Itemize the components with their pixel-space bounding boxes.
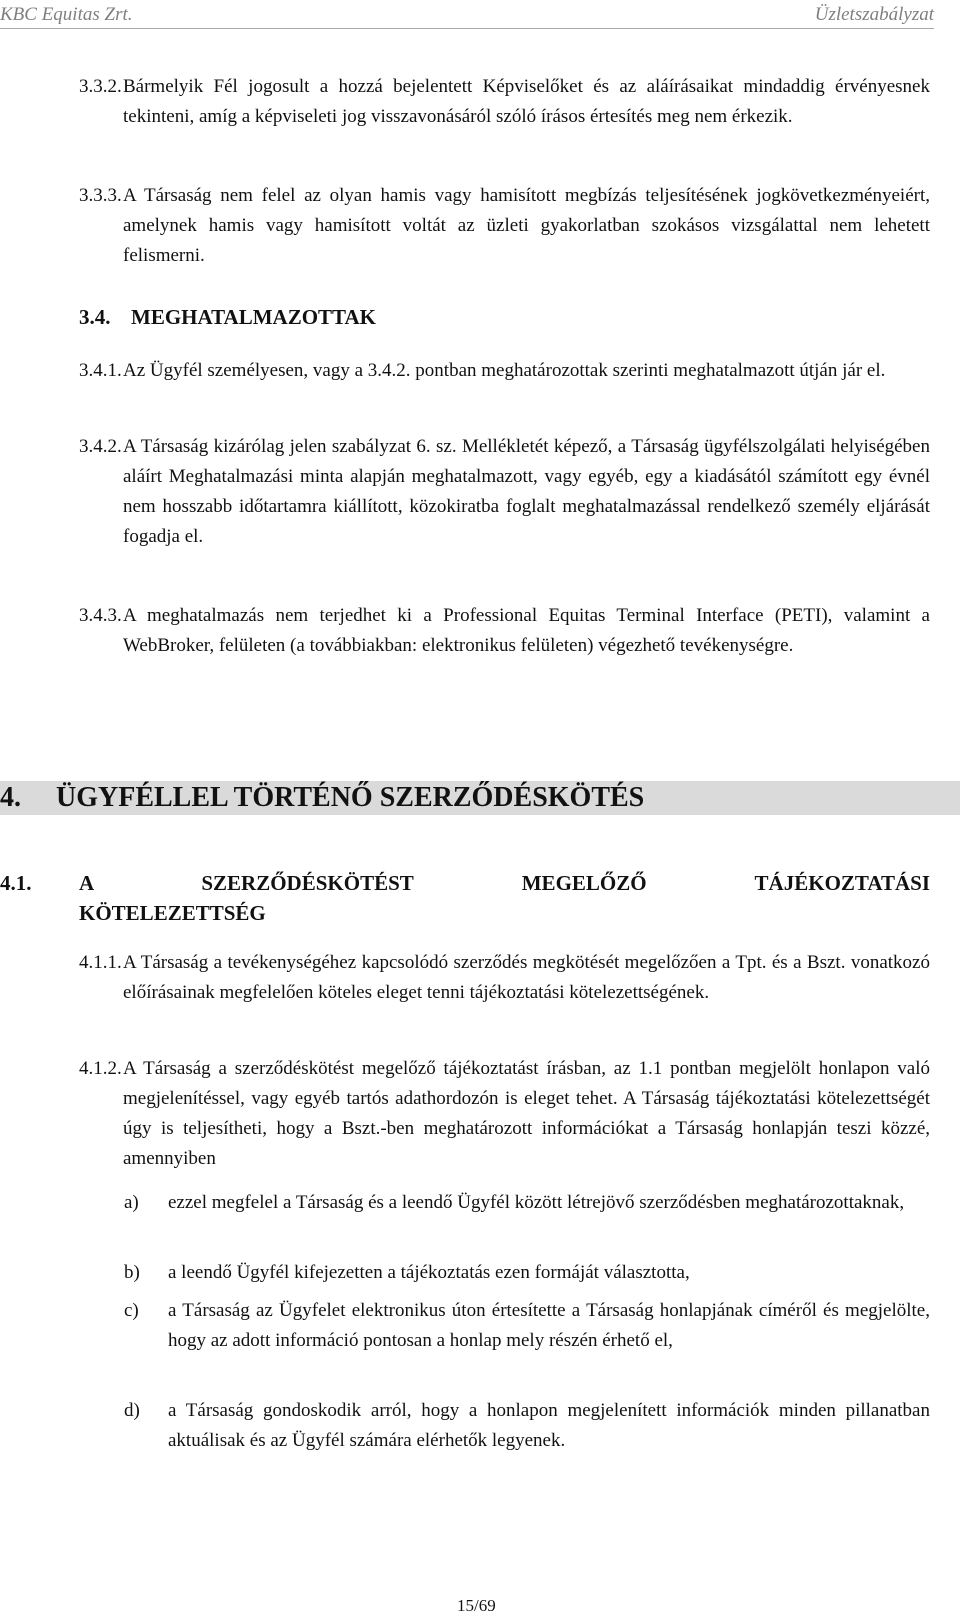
list-item-text: a leendő Ügyfél kifejezetten a tájékoztatás ezen formáját választotta, xyxy=(168,1262,690,1283)
paragraph-3-4-3 xyxy=(79,601,930,661)
section-title-line-1: A SZERZŐDÉSKÖTÉST MEGELŐZŐ TÁJÉKOZTATÁSI xyxy=(79,871,930,895)
chapter-number: 4. xyxy=(0,782,21,813)
list-item-text: a Társaság az Ügyfelet elektronikus úton értesítette a Társaság honlapjának címéről és megjelölte, hogy az adott információ pontosan a honlap mely részén érhető el, xyxy=(168,1300,930,1351)
section-number: 4.1. xyxy=(0,871,32,895)
list-item-label: b) xyxy=(124,1262,140,1283)
paragraph-number: 4.1.2. xyxy=(79,1058,122,1079)
paragraph-4-1-2 xyxy=(79,1054,930,1174)
chapter-title: ÜGYFÉLLEL TÖRTÉNŐ SZERZŐDÉSKÖTÉS xyxy=(56,782,645,813)
section-title-line-2: KÖTELEZETTSÉG xyxy=(79,901,266,925)
section-heading-3-4 xyxy=(79,305,377,330)
list-item-text: ezzel megfelel a Társaság és a leendő Ügyfél között létrejövő szerződésben meghatározottaknak, xyxy=(168,1192,905,1213)
paragraph-number: 3.3.3. xyxy=(79,185,122,206)
paragraph-text: Az Ügyfél személyesen, vagy a 3.4.2. pontban meghatározottak szerinti meghatalmazott útján jár el. xyxy=(123,360,886,381)
paragraph-number: 3.4.3. xyxy=(79,605,122,626)
page-number: 15/69 xyxy=(457,1596,496,1615)
paragraph-3-4-1 xyxy=(79,356,930,386)
paragraph-number: 4.1.1. xyxy=(79,952,122,973)
paragraph-number: 3.4.1. xyxy=(79,360,122,381)
header-divider xyxy=(0,28,934,29)
paragraph-number: 3.4.2. xyxy=(79,436,122,457)
header-company: KBC Equitas Zrt. xyxy=(0,4,133,25)
paragraph-3-3-2 xyxy=(79,72,930,132)
section-title: MEGHATALMAZOTTAK xyxy=(131,305,377,329)
paragraph-3-4-2 xyxy=(79,432,930,552)
paragraph-text: A Társaság nem felel az olyan hamis vagy hamisított megbízás teljesítésének jogkövetkezményeiért, amelynek hamis vagy hamisított voltát az üzleti gyakorlatban szokásos vizsgálattal nem lehetett felismerni. xyxy=(123,185,930,266)
paragraph-text: A Társaság a tevékenységéhez kapcsolódó szerződés megkötését megelőzően a Tpt. és a Bszt. vonatkozó előírásainak megfelelően köteles eleget tenni tájékoztatási kötelezettségének. xyxy=(123,952,930,1003)
list-item-label: a) xyxy=(124,1192,139,1213)
paragraph-text: A meghatalmazás nem terjedhet ki a Professional Equitas Terminal Interface (PETI), valamint a WebBroker, felületen (a továbbiakban: elektronikus felületen) végezhető tevékenységre. xyxy=(123,605,930,656)
list-item xyxy=(124,1258,930,1288)
paragraph-text: A Társaság kizárólag jelen szabályzat 6. sz. Mellékletét képező, a Társaság ügyfélszolgálati helyiségében aláírt Meghatalmazási minta alapján meghatalmazott, vagy egyéb, egy a kiadásától számított egy évnél nem hosszabb időtartamra kiállított, közokiratba foglalt meghatalmazással rendelkező személy eljárását fogadja el. xyxy=(123,436,930,547)
paragraph-number: 3.3.2. xyxy=(79,76,122,97)
list-item-label: c) xyxy=(124,1300,139,1321)
list-item-label: d) xyxy=(124,1400,140,1421)
paragraph-3-3-3 xyxy=(79,181,930,271)
list-item xyxy=(124,1188,930,1218)
section-heading-4-1 xyxy=(0,868,930,928)
list-item xyxy=(124,1396,930,1456)
section-number: 3.4. xyxy=(79,305,111,329)
paragraph-4-1-1 xyxy=(79,948,930,1008)
list-item-text: a Társaság gondoskodik arról, hogy a honlapon megjelenített információk minden pillanatban aktuálisak és az Ügyfél számára elérhetők legyenek. xyxy=(168,1400,930,1451)
paragraph-text: Bármelyik Fél jogosult a hozzá bejelentett Képviselőket és az aláírásaikat mindaddig érvényesnek tekinteni, amíg a képviseleti jog visszavonásáról szóló írásos értesítés meg nem érkezik. xyxy=(123,76,930,127)
list-item xyxy=(124,1296,930,1356)
paragraph-text: A Társaság a szerződéskötést megelőző tájékoztatást írásban, az 1.1 pontban megjelölt honlapon való megjelenítéssel, vagy egyéb tartós adathordozón is eleget tehet. A Társaság tájékoztatási kötelezettségét úgy is teljesítheti, hogy a Bszt.-ben meghatározott információkat a Társaság honlapján teszi közzé, amennyiben xyxy=(123,1058,930,1169)
header-title: Üzletszabályzat xyxy=(814,4,934,25)
